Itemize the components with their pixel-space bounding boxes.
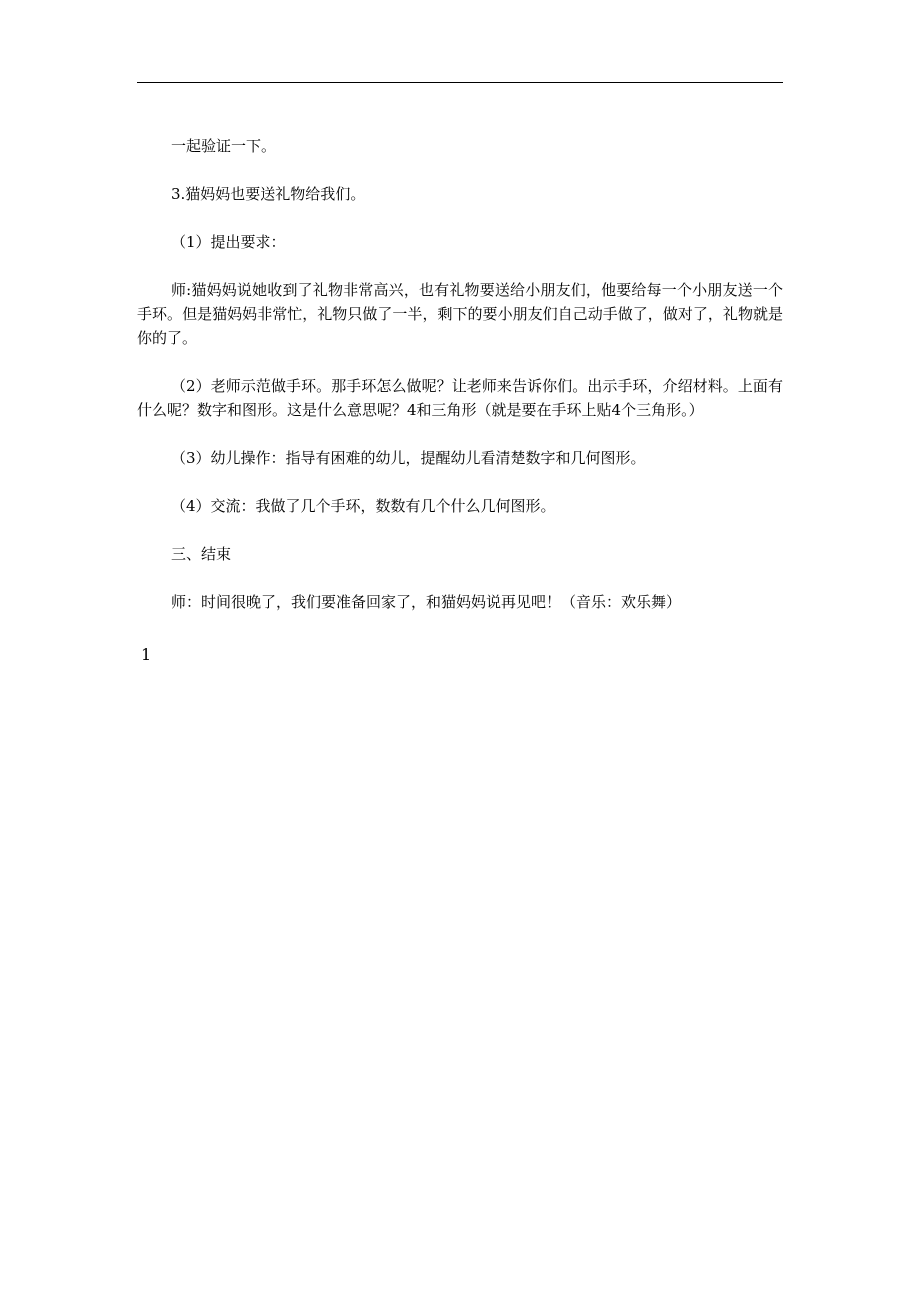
page-number: 1 xyxy=(141,645,152,664)
paragraph-6: （3）幼儿操作：指导有困难的幼儿，提醒幼儿看清楚数字和几何图形。 xyxy=(171,449,646,467)
document-body xyxy=(137,134,783,614)
paragraph-3: （1）提出要求： xyxy=(171,233,286,251)
paragraph-4: 师:猫妈妈说她收到了礼物非常高兴，也有礼物要送给小朋友们，他要给每一个小朋友送一个手环。但是猫妈妈非常忙，礼物只做了一半，剩下的要小朋友们自己动手做了，做对了，礼物就是你的了。 xyxy=(137,281,783,347)
paragraph-1: 一起验证一下。 xyxy=(171,137,277,155)
header-rule xyxy=(137,82,783,83)
section-heading-end: 三、结束 xyxy=(171,545,232,563)
paragraph-7: （4）交流：我做了几个手环，数数有几个什么几何图形。 xyxy=(171,497,556,515)
paragraph-9: 师：时间很晚了，我们要准备回家了，和猫妈妈说再见吧！（音乐：欢乐舞） xyxy=(171,593,682,611)
paragraph-5: （2）老师示范做手环。那手环怎么做呢？让老师来告诉你们。出示手环，介绍材料。上面有什么呢？数字和图形。这是什么意思呢？4和三角形（就是要在手环上贴4个三角形。） xyxy=(137,377,783,419)
paragraph-2: 3.猫妈妈也要送礼物给我们。 xyxy=(171,185,366,203)
